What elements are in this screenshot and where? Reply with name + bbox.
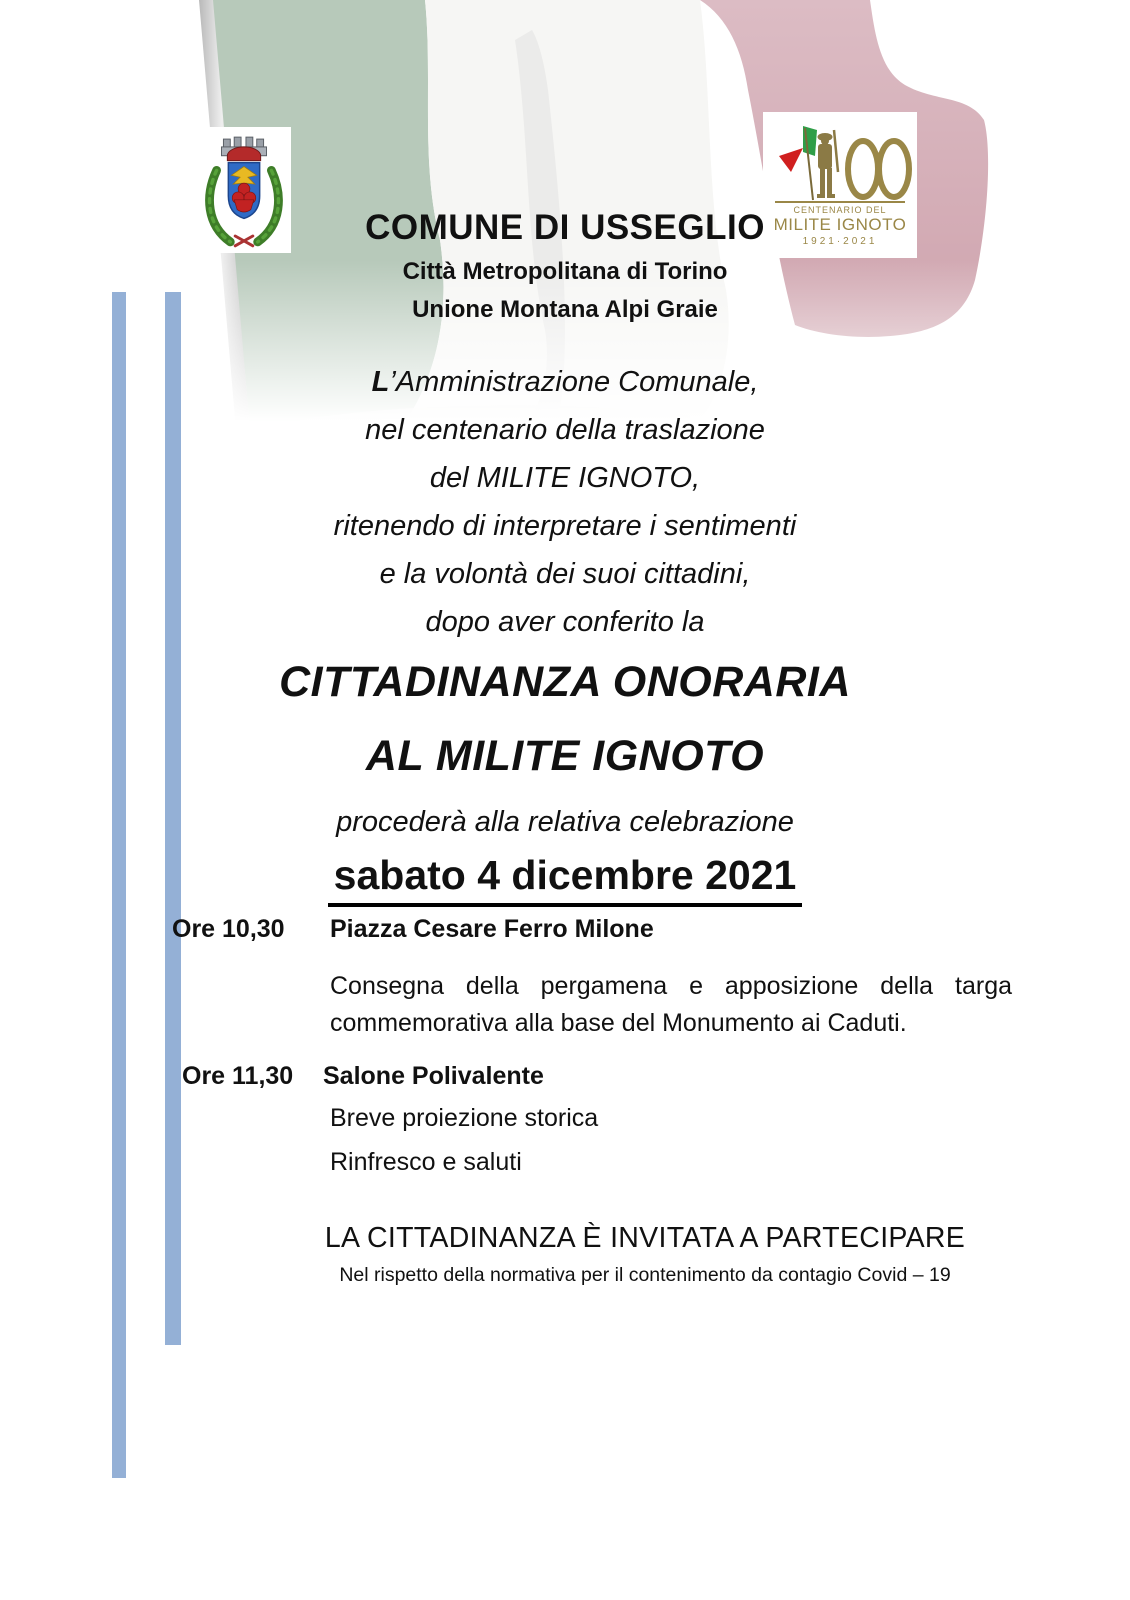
schedule-detail-2a: Breve proiezione storica [330,1104,599,1132]
covid-note: Nel rispetto della normativa per il contenimento da contagio Covid – 19 [339,1264,951,1286]
intro-line-1 [0,366,1130,399]
event-date [0,852,1130,899]
mural-crown-icon [221,137,266,161]
subtitle-unione-montana: Unione Montana Alpi Graie [412,296,718,323]
intro-line-3: del MILITE IGNOTO, [429,462,701,494]
subtitle-citta-metropolitana: Città Metropolitana di Torino [402,258,728,285]
schedule-place-1: Piazza Cesare Ferro Milone [330,915,654,943]
lead-in-text: procederà alla relativa celebrazione [336,806,794,838]
intro-line-2: nel centenario della traslazione [365,414,765,446]
schedule-place-2: Salone Polivalente [323,1062,544,1090]
logo-centenario-label: CENTENARIO DEL [793,205,887,215]
intro-line-4: ritenendo di interpretare i sentimenti [333,510,797,542]
intro-bold-initial: L [371,366,390,398]
schedule-time-1: Ore 10,30 [172,915,285,943]
headline-cittadinanza: CITTADINANZA ONORARIA [279,658,851,706]
double-zero-icon [848,141,909,197]
logo-years-label: 1921·2021 [802,236,878,247]
logo-milite-ignoto-label: MILITE IGNOTO [773,215,907,234]
intro-line-5: e la volontà dei suoi cittadini, [379,558,751,590]
event-date-text: sabato 4 dicembre 2021 [328,852,803,907]
red-arrow-icon [779,148,803,172]
invitation-text: LA CITTADINANZA È INVITATA A PARTECIPARE [324,1222,966,1254]
schedule-time-2: Ore 11,30 [182,1062,294,1090]
soldier-silhouette-icon [817,130,838,198]
intro-line-6: dopo aver conferito la [425,606,705,638]
headline-al-milite-ignoto: AL MILITE IGNOTO [365,732,765,780]
schedule-detail-2b: Rinfresco e saluti [330,1148,522,1176]
intro-line-1-rest: ’Amministrazione Comunale, [389,366,759,398]
page-title: COMUNE DI USSEGLIO [365,208,765,247]
schedule-detail-1: Consegna della pergamena e apposizione della targa commemorativa alla base del Monumento ai Caduti. [330,972,1012,1037]
